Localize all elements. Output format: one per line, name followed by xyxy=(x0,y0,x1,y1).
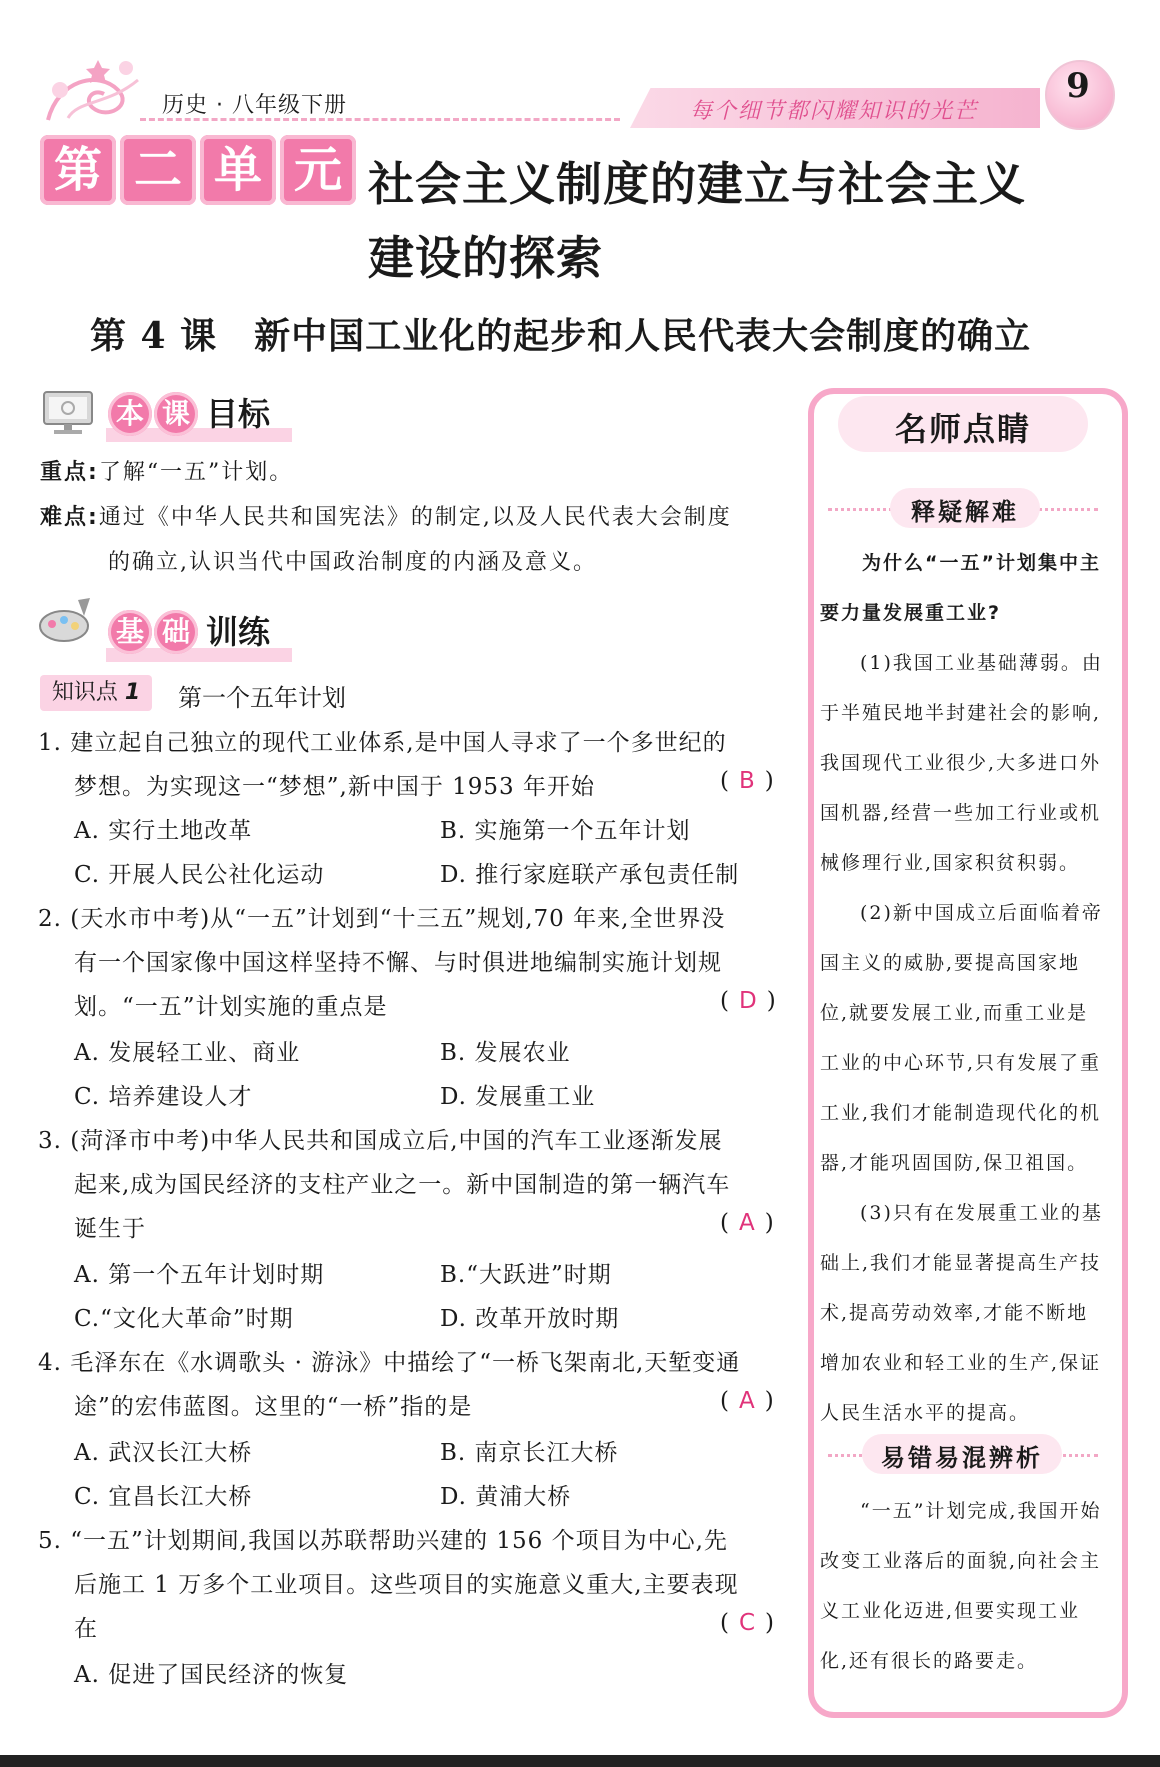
question-3-line: 起来,成为国民经济的支柱产业之一。新中国制造的第一辆汽车 xyxy=(74,1172,731,1198)
sidebar-question: 要力量发展重工业? xyxy=(820,602,1002,624)
question-5-line: 在 xyxy=(74,1616,98,1642)
heading-text: 目标 xyxy=(206,395,271,433)
sidebar-text: (2)新中国成立后面临着帝 xyxy=(860,902,1103,924)
sidebar-text: (3)只有在发展重工业的基 xyxy=(860,1202,1103,1224)
question-3-line: 3. (菏泽市中考)中华人民共和国成立后,中国的汽车工业逐渐发展 xyxy=(38,1128,723,1154)
knowledge-point-badge xyxy=(40,675,152,711)
sidebar-text: 工业的中心环节,只有发展了重 xyxy=(820,1052,1102,1074)
option-a: A. 武汉长江大桥 xyxy=(74,1440,253,1466)
option-b: B. 南京长江大桥 xyxy=(440,1440,619,1466)
key-point-line xyxy=(40,458,293,488)
question-4-line: 途”的宏伟蓝图。这里的“一桥”指的是 xyxy=(74,1394,473,1420)
unit-char-box: 第 xyxy=(40,135,116,205)
badge-number: 1 xyxy=(124,680,141,705)
option-c: C. 开展人民公社化运动 xyxy=(74,862,325,888)
question-3-line: 诞生于 xyxy=(74,1216,146,1242)
sidebar-text: 器,才能巩固国防,保卫祖国。 xyxy=(820,1152,1089,1174)
sidebar-text: 改变工业落后的面貌,向社会主 xyxy=(820,1550,1102,1572)
answer-blank: (D) xyxy=(720,988,786,1014)
sidebar-text: “一五”计划完成,我国开始 xyxy=(860,1500,1102,1522)
sidebar-text: 械修理行业,国家积贫积弱。 xyxy=(820,852,1081,874)
option-c: C.“文化大革命”时期 xyxy=(74,1306,294,1332)
sidebar-text: 位,就要发展工业,而重工业是 xyxy=(820,1002,1089,1024)
question-2-line: 有一个国家像中国这样坚持不懈、与时俱进地编制实施计划规 xyxy=(74,950,722,976)
difficulty-text-continued: 的确立,认识当代中国政治制度的内涵及意义。 xyxy=(108,550,597,575)
sidebar-text: 人民生活水平的提高。 xyxy=(820,1402,1031,1424)
option-b: B. 发展农业 xyxy=(440,1040,571,1066)
heading-pill: 本 xyxy=(108,392,152,436)
sidebar-text: 我国现代工业很少,大多进口外 xyxy=(820,752,1102,774)
heading-pill: 课 xyxy=(154,392,198,436)
section-heading-objectives xyxy=(108,392,270,440)
heading-text: 训练 xyxy=(206,613,271,651)
answer-blank: (C) xyxy=(720,1610,785,1636)
unit-char-box: 单 xyxy=(200,135,276,205)
unit-char-box: 二 xyxy=(120,135,196,205)
question-5-line: 5. “一五”计划期间,我国以苏联帮助兴建的 156 个项目为中心,先 xyxy=(38,1528,728,1554)
subheading-faq: 释疑解难 xyxy=(911,498,1019,526)
option-d: D. 发展重工业 xyxy=(440,1084,596,1110)
option-a: A. 发展轻工业、商业 xyxy=(74,1040,301,1066)
question-5-line: 后施工 1 万多个工业项目。这些项目的实施意义重大,主要表现 xyxy=(74,1572,739,1598)
question-4-line: 4. 毛泽东在《水调歌头 · 游泳》中描绘了“一桥飞架南北,天堑变通 xyxy=(38,1350,741,1376)
option-a: A. 第一个五年计划时期 xyxy=(74,1262,325,1288)
sidebar-text: 础上,我们才能显著提高生产技 xyxy=(820,1252,1102,1274)
section-heading-training xyxy=(108,610,270,658)
option-c: C. 培养建设人才 xyxy=(74,1084,253,1110)
sidebar-text: 化,还有很长的路要走。 xyxy=(820,1650,1039,1672)
monitor-icon xyxy=(40,388,96,436)
sidebar-text: 国机器,经营一些加工行业或机 xyxy=(820,802,1102,824)
floral-ornament-icon xyxy=(38,50,148,128)
unit-title: 社会主义制度的建立与社会主义 xyxy=(368,157,1026,211)
book-label: 历史 · 八年级下册 xyxy=(162,93,347,118)
answer-letter: D xyxy=(738,988,767,1014)
key-point-label: 重点: xyxy=(40,460,99,485)
unit-title-continued: 建设的探索 xyxy=(368,231,603,285)
option-a: A. 促进了国民经济的恢复 xyxy=(74,1662,349,1688)
page-number: 9 xyxy=(1066,66,1090,106)
option-d: D. 推行家庭联产承包责任制 xyxy=(440,862,740,888)
difficulty-text: 通过《中华人民共和国宪法》的制定,以及人民代表大会制度 xyxy=(98,505,732,530)
header-divider xyxy=(140,118,620,121)
paint-palette-icon xyxy=(38,596,94,644)
option-a: A. 实行土地改革 xyxy=(74,818,253,844)
sidebar-text: 义工业化迈进,但要实现工业 xyxy=(820,1600,1081,1622)
knowledge-point-title: 第一个五年计划 xyxy=(178,684,346,712)
key-point-text: 了解“一五”计划。 xyxy=(98,460,294,485)
sidebar-question: 为什么“一五”计划集中主 xyxy=(862,552,1101,574)
difficulty-label: 难点: xyxy=(40,505,99,530)
option-b: B. 实施第一个五年计划 xyxy=(440,818,691,844)
option-d: D. 黄浦大桥 xyxy=(440,1484,572,1510)
panel-title: 名师点睛 xyxy=(894,410,1031,448)
page-bottom-edge xyxy=(0,1755,1160,1767)
answer-blank: (A) xyxy=(720,1388,784,1414)
option-b: B.“大跃进”时期 xyxy=(440,1262,612,1288)
page-header xyxy=(0,0,1160,130)
option-d: D. 改革开放时期 xyxy=(440,1306,620,1332)
question-2-line: 2. (天水市中考)从“一五”计划到“十三五”规划,70 年来,全世界没 xyxy=(38,906,726,932)
question-2-line: 划。“一五”计划实施的重点是 xyxy=(74,994,388,1020)
answer-letter: C xyxy=(738,1610,766,1636)
answer-letter: B xyxy=(738,768,765,794)
answer-letter: A xyxy=(738,1210,765,1236)
heading-pill: 础 xyxy=(154,610,198,654)
sidebar-text: (1)我国工业基础薄弱。由 xyxy=(860,652,1103,674)
question-1-line: 1. 建立起自己独立的现代工业体系,是中国人寻求了一个多世纪的 xyxy=(38,730,727,756)
sidebar-text: 术,提高劳动效率,才能不断地 xyxy=(820,1302,1089,1324)
unit-char-box: 元 xyxy=(280,135,356,205)
slogan-text: 每个细节都闪耀知识的光芒 xyxy=(690,99,979,124)
heading-pill: 基 xyxy=(108,610,152,654)
subheading-common-errors: 易错易混辨析 xyxy=(881,1444,1043,1472)
answer-letter: A xyxy=(738,1388,765,1414)
sidebar-text: 增加农业和轻工业的生产,保证 xyxy=(820,1352,1102,1374)
sidebar-text: 工业,我们才能制造现代化的机 xyxy=(820,1102,1102,1124)
badge-label: 知识点 xyxy=(51,680,118,705)
answer-blank: (A) xyxy=(720,1210,784,1236)
option-c: C. 宜昌长江大桥 xyxy=(74,1484,253,1510)
sidebar-text: 于半殖民地半封建社会的影响, xyxy=(820,702,1102,724)
question-1-line: 梦想。为实现这一“梦想”,新中国于 1953 年开始 xyxy=(74,774,595,800)
difficulty-line xyxy=(40,503,732,533)
answer-blank: (B) xyxy=(720,768,784,794)
lesson-title: 第 4 课 新中国工业化的起步和人民代表大会制度的确立 xyxy=(90,315,1032,357)
sidebar-text: 国主义的威胁,要提高国家地 xyxy=(820,952,1081,974)
